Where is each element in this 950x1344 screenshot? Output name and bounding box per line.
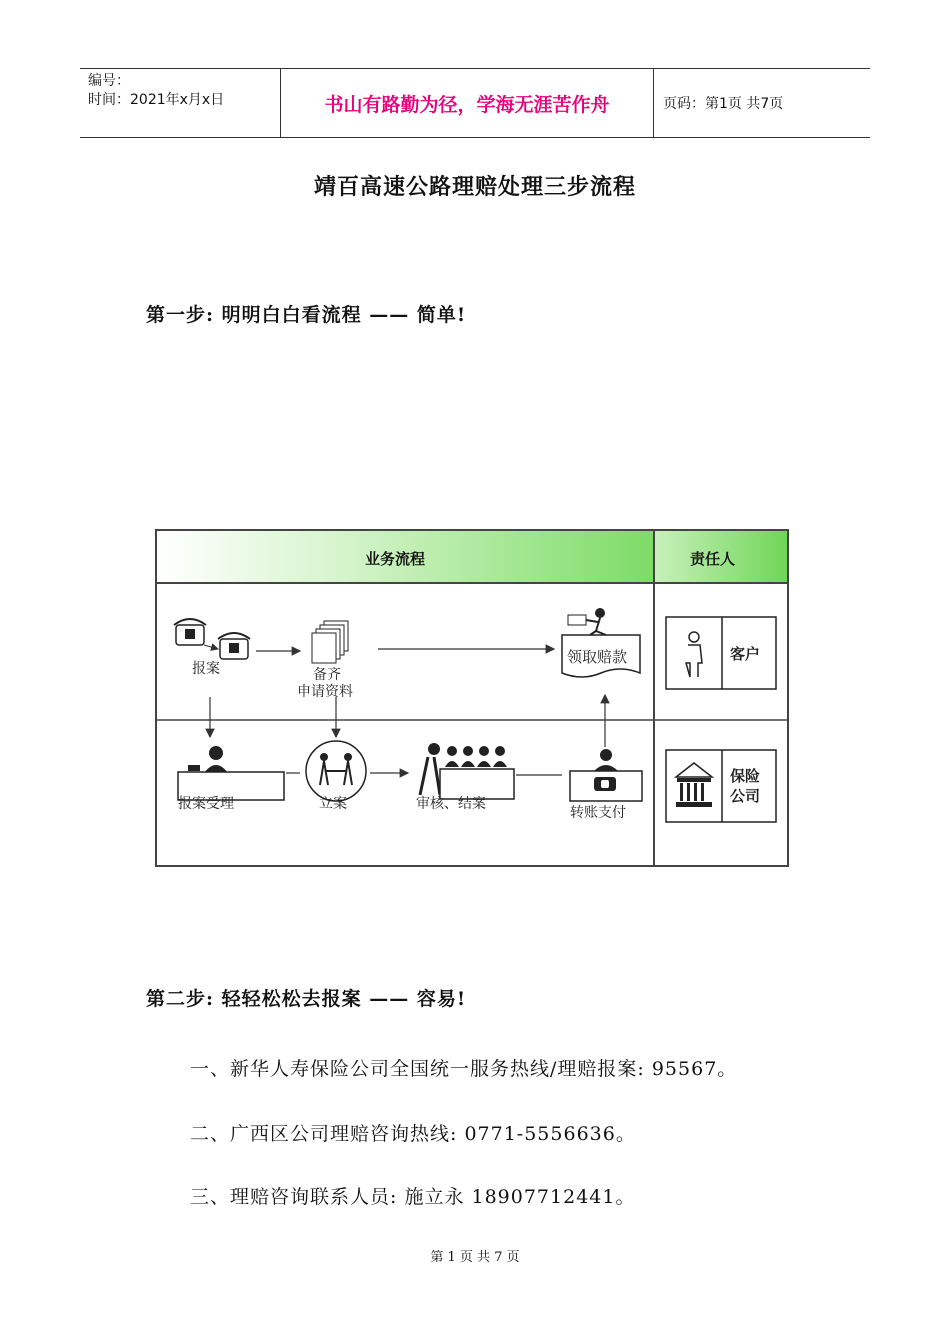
filing-icon <box>306 741 366 801</box>
document-header <box>80 68 870 138</box>
prepare-label: 备齐 <box>313 667 341 683</box>
step1-heading: 第一步: 明明白白看流程 —— 简单! <box>146 304 467 326</box>
customer-label: 客户 <box>730 645 761 663</box>
responsible-column-header: 责任人 <box>690 550 736 568</box>
accept-report-label: 报案受理 <box>178 796 234 812</box>
contact-item: 三、理赔咨询联系人员: 施立永 18907712441。 <box>190 1186 636 1208</box>
prepare-docs-label: 申请资料 <box>297 684 353 700</box>
header-motto: 书山有路勤为径，学海无涯苦作舟 <box>324 93 610 116</box>
receive-payment-label: 领取赔款 <box>567 648 628 666</box>
review-close-label: 审核、结案 <box>416 796 486 812</box>
time-label: 时间：2021年x月x日 <box>88 92 225 108</box>
transfer-payment-label: 转账支付 <box>570 805 626 821</box>
contact-item: 二、广西区公司理赔咨询热线: 0771-5556636。 <box>190 1123 636 1145</box>
report-label: 报案 <box>192 661 220 677</box>
process-column-header: 业务流程 <box>365 550 426 568</box>
header-divider <box>653 69 654 137</box>
document-title: 靖百高速公路理赔处理三步流程 <box>313 174 636 200</box>
insurer-label-line2: 公司 <box>730 787 761 805</box>
insurer-label-line1: 保险 <box>730 767 761 785</box>
file-case-label: 立案 <box>319 796 347 812</box>
page-footer: 第 1 页 共 7 页 <box>430 1250 520 1265</box>
header-page-info: 页码：第1页 共7页 <box>663 96 784 112</box>
header-meta-cell <box>80 69 280 137</box>
contact-item: 一、新华人寿保险公司全国统一服务热线/理赔报案: 95567。 <box>190 1058 738 1080</box>
process-flowchart <box>150 525 792 870</box>
number-label: 编号： <box>88 73 130 89</box>
step2-heading: 第二步: 轻轻松松去报案 —— 容易! <box>146 988 467 1010</box>
flowchart-graphic <box>150 525 792 870</box>
